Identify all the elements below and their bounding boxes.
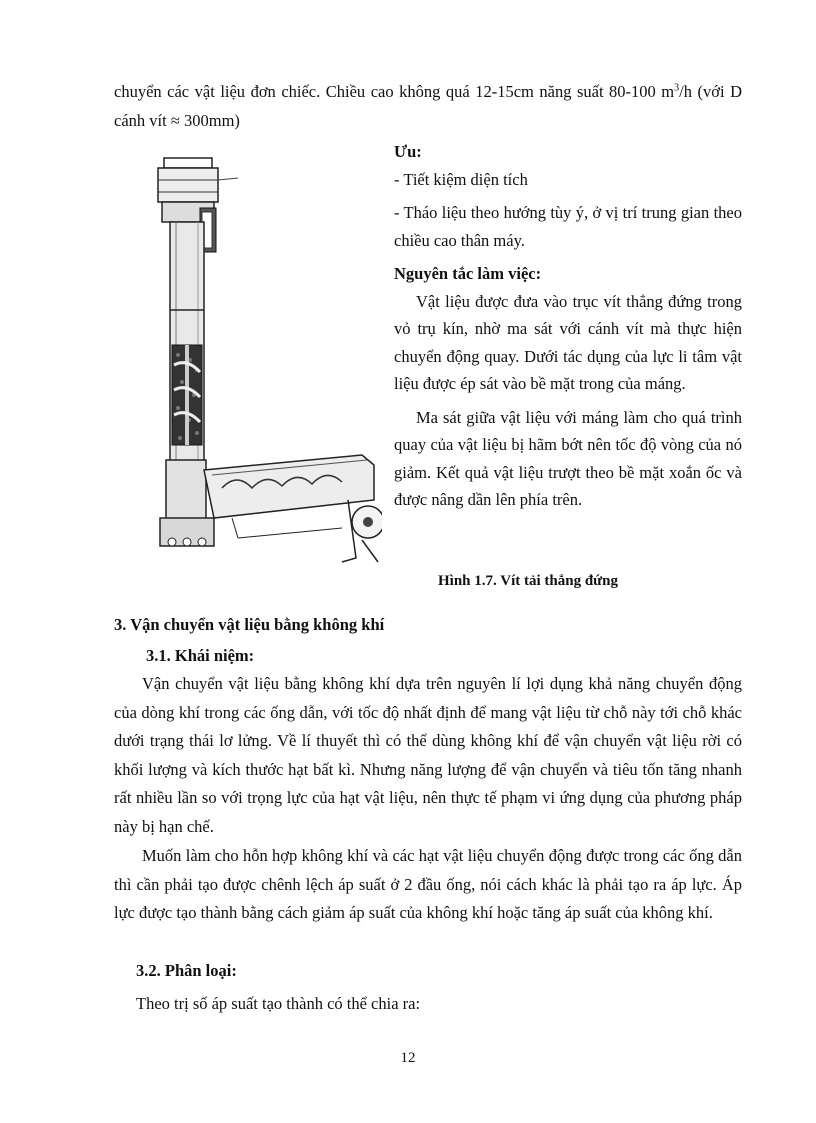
figure-caption: Hình 1.7. Vít tải thẳng đứng <box>438 573 619 589</box>
body-paragraph: Theo trị số áp suất tạo thành có thể chia ra: <box>136 994 421 1013</box>
figure-side-text <box>394 138 742 514</box>
body-paragraph: Vận chuyển vật liệu bằng không khí dựa trên nguyên lí lợi dụng khả năng chuyển động của dòng khí trong các ống dẫn, với tốc độ nhất định để mang vật liệu từ chỗ này tới chỗ khác dưới trạng thái lơ lửng. Về lí thuyết thì có thể dùng không khí để vận chuyển vật liệu rời có khối lượng và kích thước hạt bất kì. Nhưng năng lượng để vận chuyển và tiêu tốn tăng nhanh rất nhiều lần so với trọng lực của hạt vật liệu, nên thực tế phạm vi ứng dụng của phương pháp này bị hạn chế. <box>114 674 742 836</box>
principle-paragraph: Ma sát giữa vật liệu với máng làm cho quá trình quay của vật liệu bị hãm bớt nên tốc độ vòng của nó giảm. Kết quả vật liệu trượt theo bề mặt xoắn ốc và được nâng dần lên phía trên. <box>394 407 742 509</box>
section-heading: 3. Vận chuyển vật liệu bằng không khí <box>114 615 385 634</box>
advantages-heading: Ưu: <box>394 142 422 161</box>
vertical-screw-conveyor-figure <box>142 150 382 575</box>
advantage-item: - Tiết kiệm diện tích <box>394 169 528 189</box>
body-paragraph: Muốn làm cho hỗn hợp không khí và các hạt vật liệu chuyển động được trong các ống dẫn thì cần phải tạo được chênh lệch áp suất ở 2 đầu ống, nói cách khác là phải tạo ra áp lực. Áp lực được tạo thành bằng cách giảm áp suất của không khí hoặc tăng áp suất của không khí. <box>114 846 742 922</box>
subsection-heading: 3.2. Phân loại: <box>136 961 237 980</box>
principle-paragraph: Vật liệu được đưa vào trục vít thẳng đứng trong vỏ trụ kín, nhờ ma sát với cánh vít mà thực hiện chuyển động quay. Dưới tác dụng của lực li tâm vật liệu được ép sát vào bề mặt trong của máng. <box>394 291 742 393</box>
intro-paragraph: chuyển các vật liệu đơn chiếc. Chiều cao không quá 12-15cm năng suất 80-100 $m^3/h$ (với D cánh vít ≈ 300mm) <box>114 82 742 130</box>
advantage-item: - Tháo liệu theo hướng tùy ý, ở vị trí trung gian theo chiều cao thân máy. <box>394 203 742 250</box>
subsection-heading: 3.1. Khái niệm: <box>146 646 255 665</box>
page-number: 12 <box>400 1050 416 1066</box>
principle-heading: Nguyên tắc làm việc: <box>394 264 542 283</box>
